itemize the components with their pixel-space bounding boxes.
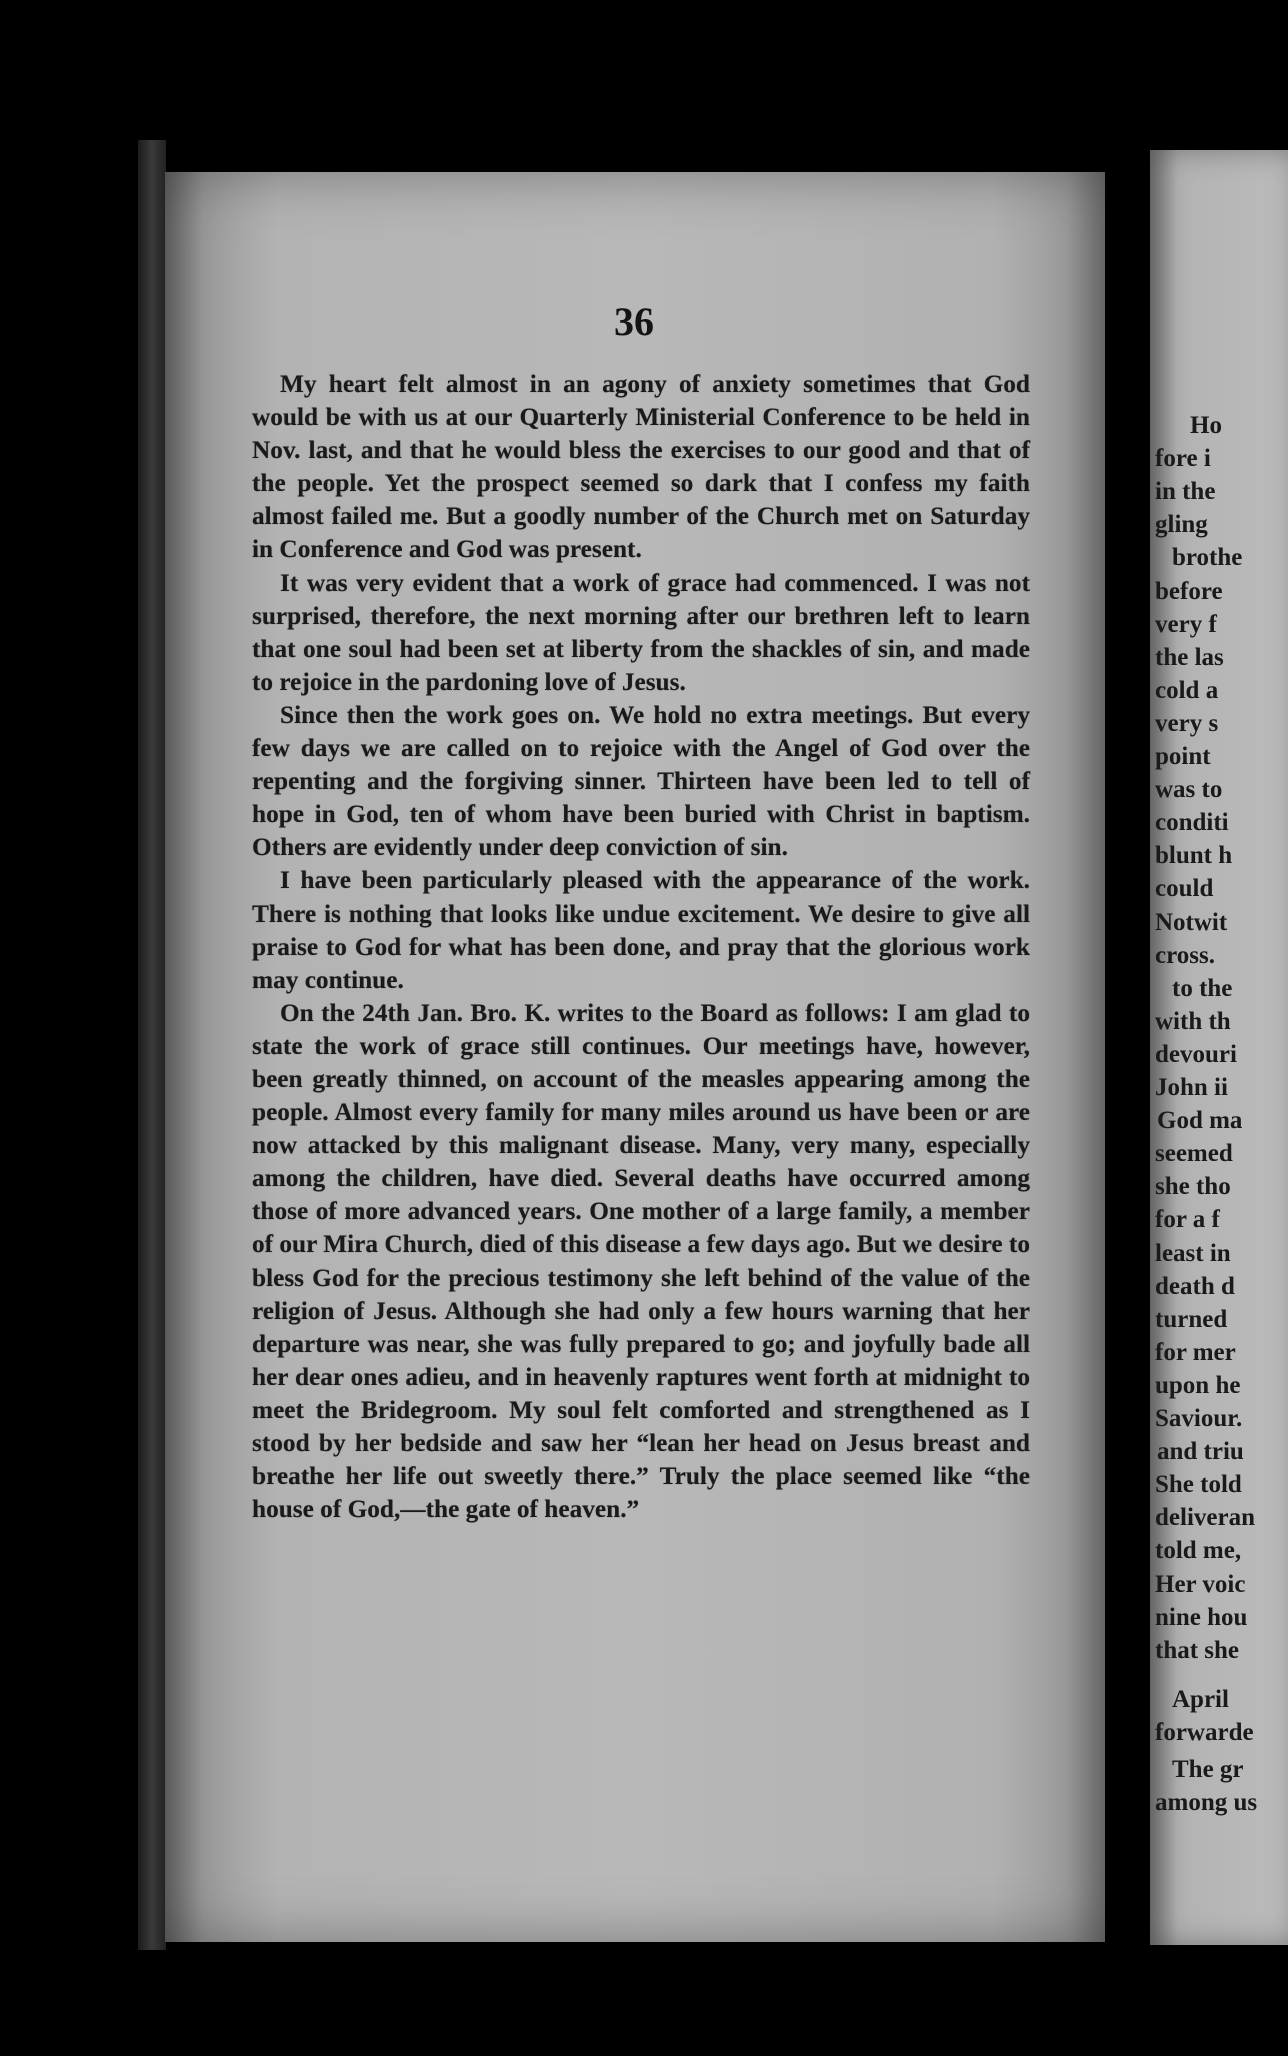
facing-page-line: nine hou — [1155, 1603, 1248, 1631]
facing-page-line: cold a — [1155, 676, 1219, 704]
facing-page-line: death d — [1155, 1272, 1235, 1300]
facing-page-line: for mer — [1155, 1338, 1236, 1366]
facing-page-line: upon he — [1155, 1371, 1241, 1399]
facing-page-line: Saviour. — [1155, 1405, 1243, 1432]
facing-page-line: deliveran — [1155, 1504, 1255, 1532]
page-edge-shadow — [138, 140, 166, 1950]
facing-page-line: was to — [1155, 776, 1223, 804]
facing-page-line: God ma — [1157, 1107, 1243, 1135]
facing-page-line: to the — [1172, 974, 1233, 1002]
facing-page-line: brothe — [1172, 544, 1243, 572]
facing-page-line: turned — [1155, 1305, 1228, 1333]
facing-page-text — [1150, 150, 1288, 1945]
facing-page-line: least in — [1155, 1239, 1231, 1267]
facing-page-line: very s — [1155, 709, 1219, 737]
facing-page-line: The gr — [1172, 1756, 1244, 1783]
paragraph-2: It was very evident that a work of grace had commenced. I was not surprised, therefore, the next morning after our brethren left to learn that one soul had been set at liberty from the shackles of sin, and made to rejoice in the pardoning love of Jesus. — [252, 568, 1030, 696]
facing-page-line: with th — [1155, 1007, 1231, 1035]
facing-page-line: the las — [1155, 643, 1224, 671]
paragraph-5: On the 24th Jan. Bro. K. writes to the Board as follows: I am glad to state the work of grace still continues. Our meetings have, however, been greatly thinned, on account of the measles appearing among the people. Almost every family for many miles around us have been or are now attacked by this malignant disease. Many, very many, especially among the children, have died. Several deaths have occurred among those of more advanced years. One mother of a large family, a member of our Mira Church, died of this disease a few days ago. But we desire to bless God for the precious testimony she left behind of the value of the religion of Jesus. Although she had only a few hours warning that her departure was near, she was fully prepared to go; and joyfully bade all her dear ones adieu, and in heavenly raptures went forth at midnight to meet the Bridegroom. My soul felt comforted and strengthened as I stood by her bedside and saw her “lean her head on Jesus breast and breathe her life out sweetly there.” Truly the place seemed like “the house of God,—the gate of heaven.” — [252, 998, 1030, 1524]
facing-page-line: she tho — [1155, 1173, 1231, 1201]
facing-page-line: seemed — [1155, 1140, 1233, 1168]
facing-page — [1150, 150, 1288, 1945]
facing-page-line: for a f — [1155, 1206, 1220, 1234]
facing-page-line: that she — [1155, 1636, 1240, 1664]
facing-page-line: April — [1172, 1685, 1229, 1713]
facing-page-line: blunt h — [1155, 842, 1233, 870]
facing-page-line: gling — [1155, 511, 1208, 539]
facing-page-line: forwarde — [1155, 1718, 1254, 1746]
facing-page-line: Notwit — [1155, 908, 1228, 936]
facing-page-line: conditi — [1155, 809, 1229, 837]
facing-page-line: and triu — [1157, 1438, 1244, 1466]
facing-page-line: before — [1155, 577, 1223, 605]
facing-page-line: in the — [1155, 478, 1216, 506]
facing-page-line: Ho — [1190, 412, 1222, 439]
paragraph-3: Since then the work goes on. We hold no extra meetings. But every few days we are called on to rejoice with the Angel of God over the repenting and the forgiving sinner. Thirteen have been led to tell of hope in God, ten of whom have been buried with Christ in baptism. Others are evidently under deep conviction of sin. — [252, 700, 1030, 862]
facing-page-line: told me, — [1155, 1537, 1242, 1565]
facing-page-line: could — [1155, 875, 1214, 903]
facing-page-line: She told — [1155, 1471, 1242, 1499]
page-body-text — [252, 368, 1030, 1526]
facing-page-line: fore i — [1155, 445, 1211, 473]
facing-page-line: Her voic — [1155, 1570, 1246, 1598]
facing-page-line: cross. — [1155, 941, 1215, 969]
facing-page-line: among us — [1155, 1789, 1258, 1817]
facing-page-line: devouri — [1155, 1040, 1237, 1068]
facing-page-line: John ii — [1155, 1074, 1228, 1101]
page-number: 36 — [614, 299, 654, 344]
facing-page-line: point — [1155, 743, 1211, 770]
paragraph-4: I have been particularly pleased with the appearance of the work. There is nothing that looks like undue excitement. We desire to give all praise to God for what has been done, and pray that the glorious work may continue. — [252, 866, 1030, 994]
facing-page-line: very f — [1155, 610, 1217, 638]
paragraph-1: My heart felt almost in an agony of anxiety sometimes that God would be with us at our Quarterly Ministerial Conference to be held in Nov. last, and that he would bless the exercises to our good and that of the people. Yet the prospect seemed so dark that I confess my faith almost failed me. But a goodly number of the Church met on Saturday in Conference and God was present. — [252, 370, 1030, 564]
